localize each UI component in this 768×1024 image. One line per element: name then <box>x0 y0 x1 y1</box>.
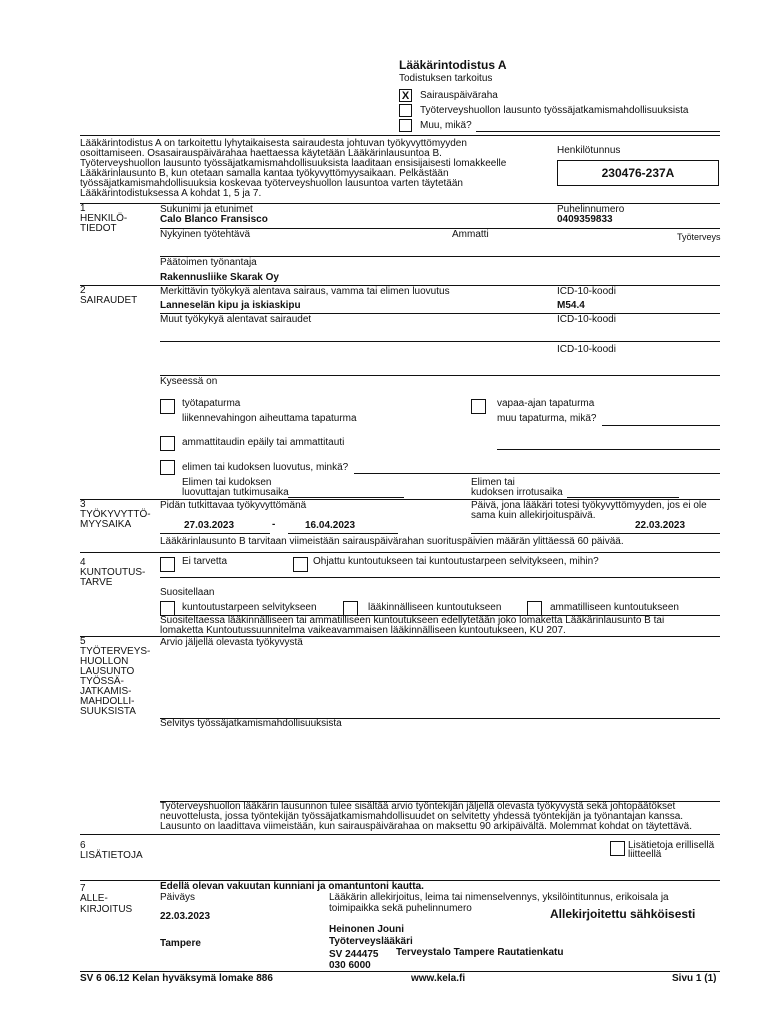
other-accident-label: muu tapaturma, mikä? <box>497 413 597 424</box>
clinic-name: Terveystalo Tampere Rautatienkatu <box>396 947 564 958</box>
no-need-checkbox[interactable] <box>160 557 175 572</box>
section3-title: TYÖKYVYTTÖ- <box>80 509 151 520</box>
recommend-label: Suositellaan <box>160 587 215 598</box>
other-disease-label: Muut työkykyä alentavat sairaudet <box>160 314 312 325</box>
traffic-accident-label: liikennevahingon aiheuttama tapaturma <box>182 413 357 424</box>
divider <box>80 135 720 136</box>
organ-removal-label: Elimen tai <box>471 477 515 488</box>
work-ability-estimate-label: Arvio jäljellä olevasta työkyvystä <box>160 637 303 648</box>
option-occupational-checkbox[interactable] <box>399 104 412 117</box>
option-sickness-label: Sairauspäiväraha <box>420 90 498 101</box>
occupational-disease-checkbox[interactable] <box>160 436 175 451</box>
intro-line: Lääkärintodistus A on tarkoitettu lyhytaikaisesta sairaudesta johtuvan työkyvyttömyyden <box>80 138 467 149</box>
line <box>471 533 720 534</box>
section3-title: MYYSAIKA <box>80 519 132 530</box>
no-need-label: Ei tarvetta <box>182 556 228 567</box>
section5-title: TYÖTERVEYS- <box>80 646 151 657</box>
section3-note: Lääkärinlausunto B tarvitaan viimeistään sairauspäivärahan suorituspäivien määrän ylittäessä 60 päivää. <box>160 536 624 547</box>
intro-line: Lääkärintodistuksessa A kohdat 1, 5 ja 7. <box>80 188 262 199</box>
vocational-rehab-label: ammatilliseen kuntoutukseen <box>550 602 679 613</box>
work-accident-label: työtapaturma <box>182 398 241 409</box>
hetu-label: Henkilötunnus <box>557 145 621 156</box>
purpose-label: Todistuksen tarkoitus <box>399 73 493 84</box>
intro-line: Lääkärinlausunto B, kun otetaan samalla kantaa työkyvyttömyysaikaan. Pelkästään <box>80 168 449 179</box>
section5-title: HUOLLON <box>80 656 129 667</box>
declaration-text: Edellä olevan vakuutan kunniani ja omantuntoni kautta. <box>160 881 424 892</box>
option-other-label: Muu, mikä? <box>420 120 472 131</box>
icd-value[interactable]: M54.4 <box>557 300 585 311</box>
hetu-box[interactable] <box>557 160 719 186</box>
section5-note: Työterveyshuollon lääkärin lausunnon tulee sisältää arvio työntekijän jäljellä olevasta työkyvystä sekä johtopäätökset <box>160 801 676 812</box>
case-label: Kyseessä on <box>160 376 218 387</box>
employer-label: Päätoimen työnantaja <box>160 257 257 268</box>
section2-number: 2 <box>80 285 86 296</box>
work-accident-checkbox[interactable] <box>160 399 175 414</box>
period-from[interactable]: 27.03.2023 <box>184 520 235 531</box>
icd2-label: ICD-10-koodi <box>557 314 616 325</box>
section2-title: SAIRAUDET <box>80 295 138 306</box>
section4-note: Suositeltaessa lääkinnälliseen tai ammatilliseen kuntoutukseen edellytetään joko lomaketta Lääkärinlausunto B tai <box>160 615 665 626</box>
referred-label: Ohjattu kuntoutukseen tai kuntoutustarpeen selvitykseen, mihin? <box>313 556 599 567</box>
signature-label: toimipaikka sekä puhelinnumero <box>329 903 472 914</box>
section6-number: 6 <box>80 840 86 851</box>
section5-number: 5 <box>80 636 86 647</box>
line <box>497 449 720 450</box>
organ-donation-line <box>354 473 720 474</box>
organ-removal-label: kudoksen irrotusaika <box>471 487 563 498</box>
section4-number: 4 <box>80 557 86 568</box>
date-label: Päiväys <box>160 892 196 903</box>
icd3-label: ICD-10-koodi <box>557 344 616 355</box>
line <box>288 533 398 534</box>
job-label: Nykyinen työtehtävä <box>160 229 251 240</box>
occupational-disease-label: ammattitaudin epäily tai ammattitauti <box>182 437 345 448</box>
section7-number: 7 <box>80 883 86 894</box>
intro-line: osoittamiseen. Osasairauspäivärahaa haettaessa käytetään Lääkärinlausuntoa B. <box>80 148 442 159</box>
section6-title: LISÄTIETOJA <box>80 850 143 861</box>
name-label: Sukunimi ja etunimet <box>160 204 253 215</box>
section5-title: MAHDOLLI- <box>80 696 135 707</box>
organ-exam-line <box>288 497 404 498</box>
divider <box>80 971 720 972</box>
organ-removal-line <box>567 497 679 498</box>
form-title: Lääkärintodistus A <box>399 58 507 72</box>
main-disease-value[interactable]: Lanneselän kipu ja iskiaskipu <box>160 300 301 311</box>
section1-title: HENKILÖ- <box>80 213 128 224</box>
section4-note: lomaketta Kuntoutussuunnitelma vaikeavammaisen lääkinnälliseen kuntoutukseen, KU 207. <box>160 625 566 636</box>
date-value[interactable]: 22.03.2023 <box>160 911 211 922</box>
signed-electronically: Allekirjoitettu sähköisesti <box>550 907 696 921</box>
employer-value[interactable]: Rakennusliike Skarak Oy <box>160 272 279 283</box>
period-dash: - <box>272 519 276 530</box>
phone-label: Puhelinnumero <box>557 204 625 215</box>
option-occupational-label: Työterveyshuollon lausunto työssäjatkamismahdollisuuksista <box>420 105 689 116</box>
section5-note: neuvottelusta, jossa työntekijän työssäjatkamismahdollisuudet on selvitetty yhdessä työntekijän ja työnantajan kanssa. <box>160 811 684 822</box>
occupation-value[interactable]: Työterveys <box>677 232 721 242</box>
vocational-rehab-checkbox[interactable] <box>527 601 542 616</box>
section1-number: 1 <box>80 203 86 214</box>
attachment-label: liitteellä <box>628 849 662 860</box>
period-label: Pidän tutkittavaa työkyvyttömänä <box>160 500 307 511</box>
attachment-label: Lisätietoja erillisellä <box>628 840 715 851</box>
period-to[interactable]: 16.04.2023 <box>305 520 356 531</box>
day-value[interactable]: 22.03.2023 <box>635 520 686 531</box>
organ-exam-label: luovuttajan tutkimusaika <box>182 487 289 498</box>
intro-line: Työterveyshuollon lausunto työssäjatkamismahdollisuuksista laaditaan ensisijaisesti lomakkeelle <box>80 158 507 169</box>
kela-link[interactable]: www.kela.fi <box>411 973 466 984</box>
section7-title: ALLE- <box>80 893 108 904</box>
organ-exam-label: Elimen tai kudoksen <box>182 477 272 488</box>
continuation-report-label: Selvitys työssäjatkamismahdollisuuksista <box>160 718 342 729</box>
place-value[interactable]: Tampere <box>160 938 201 949</box>
divider <box>80 552 720 553</box>
section5-note: Lausunto on laadittava viimeistään, kun sairauspäivärahaa on maksettu 90 arkipäivältä. Molemmat kohdat on täytettävä. <box>160 821 692 832</box>
divider <box>160 577 720 578</box>
rehab-assessment-label: kuntoutustarpeen selvitykseen <box>182 602 317 613</box>
attachment-checkbox[interactable] <box>610 841 625 856</box>
option-sickness-checkbox[interactable]: X <box>399 89 412 102</box>
option-other-line <box>476 131 720 132</box>
clinic-phone: 030 6000 <box>329 960 371 971</box>
rehab-assessment-checkbox[interactable] <box>160 601 175 616</box>
section1-title: TIEDOT <box>80 223 117 234</box>
organ-donation-label: elimen tai kudoksen luovutus, minkä? <box>182 462 349 473</box>
phone-value[interactable]: 0409359833 <box>557 214 613 225</box>
section4-title: KUNTOUTUS- <box>80 567 146 578</box>
icd-label: ICD-10-koodi <box>557 286 616 297</box>
medical-rehab-label: lääkinnälliseen kuntoutukseen <box>368 602 502 613</box>
day-label: sama kuin allekirjoituspäivä. <box>471 510 596 521</box>
day-label: Päivä, jona lääkäri totesi työkyvyttömyyden, jos ei ole <box>471 500 707 511</box>
other-accident-line <box>602 425 720 426</box>
divider <box>80 834 720 835</box>
medical-rehab-checkbox[interactable] <box>343 601 358 616</box>
section5-title: TYÖSSÄ- <box>80 676 124 687</box>
leisure-accident-checkbox[interactable] <box>471 399 486 414</box>
referred-checkbox[interactable] <box>293 557 308 572</box>
section7-title: KIRJOITUS <box>80 904 133 915</box>
name-value[interactable]: Calo Blanco Fransisco <box>160 214 268 225</box>
doctor-name: Heinonen Jouni <box>329 924 404 935</box>
doctor-id: SV 244475 <box>329 949 379 960</box>
intro-line: työssäjatkamismahdollisuuksia koskevaa työterveyshuollon lausuntoa varten täytetään <box>80 178 463 189</box>
main-disease-label: Merkittävin työkykyä alentava sairaus, vamma tai elimen luovutus <box>160 286 450 297</box>
page-number: Sivu 1 (1) <box>672 973 717 984</box>
occupation-label: Ammatti <box>452 229 489 240</box>
option-other-checkbox[interactable] <box>399 119 412 132</box>
divider <box>160 375 720 376</box>
divider <box>160 341 720 342</box>
section4-title: TARVE <box>80 577 113 588</box>
section5-title: LAUSUNTO <box>80 666 135 677</box>
form-code: SV 6 06.12 Kelan hyväksymä lomake 886 <box>80 973 273 984</box>
signature-label: Lääkärin allekirjoitus, leima tai nimenselvennys, yksilöintitunnus, erikoisala ja <box>329 892 669 903</box>
section3-number: 3 <box>80 499 86 510</box>
line <box>160 533 270 534</box>
organ-donation-checkbox[interactable] <box>160 460 175 475</box>
leisure-accident-label: vapaa-ajan tapaturma <box>497 398 595 409</box>
hetu-value: 230476-237A <box>601 166 675 180</box>
section5-title: SUUKSISTA <box>80 706 136 717</box>
doctor-role: Työterveyslääkäri <box>329 936 413 947</box>
section5-title: JATKAMIS- <box>80 686 132 697</box>
